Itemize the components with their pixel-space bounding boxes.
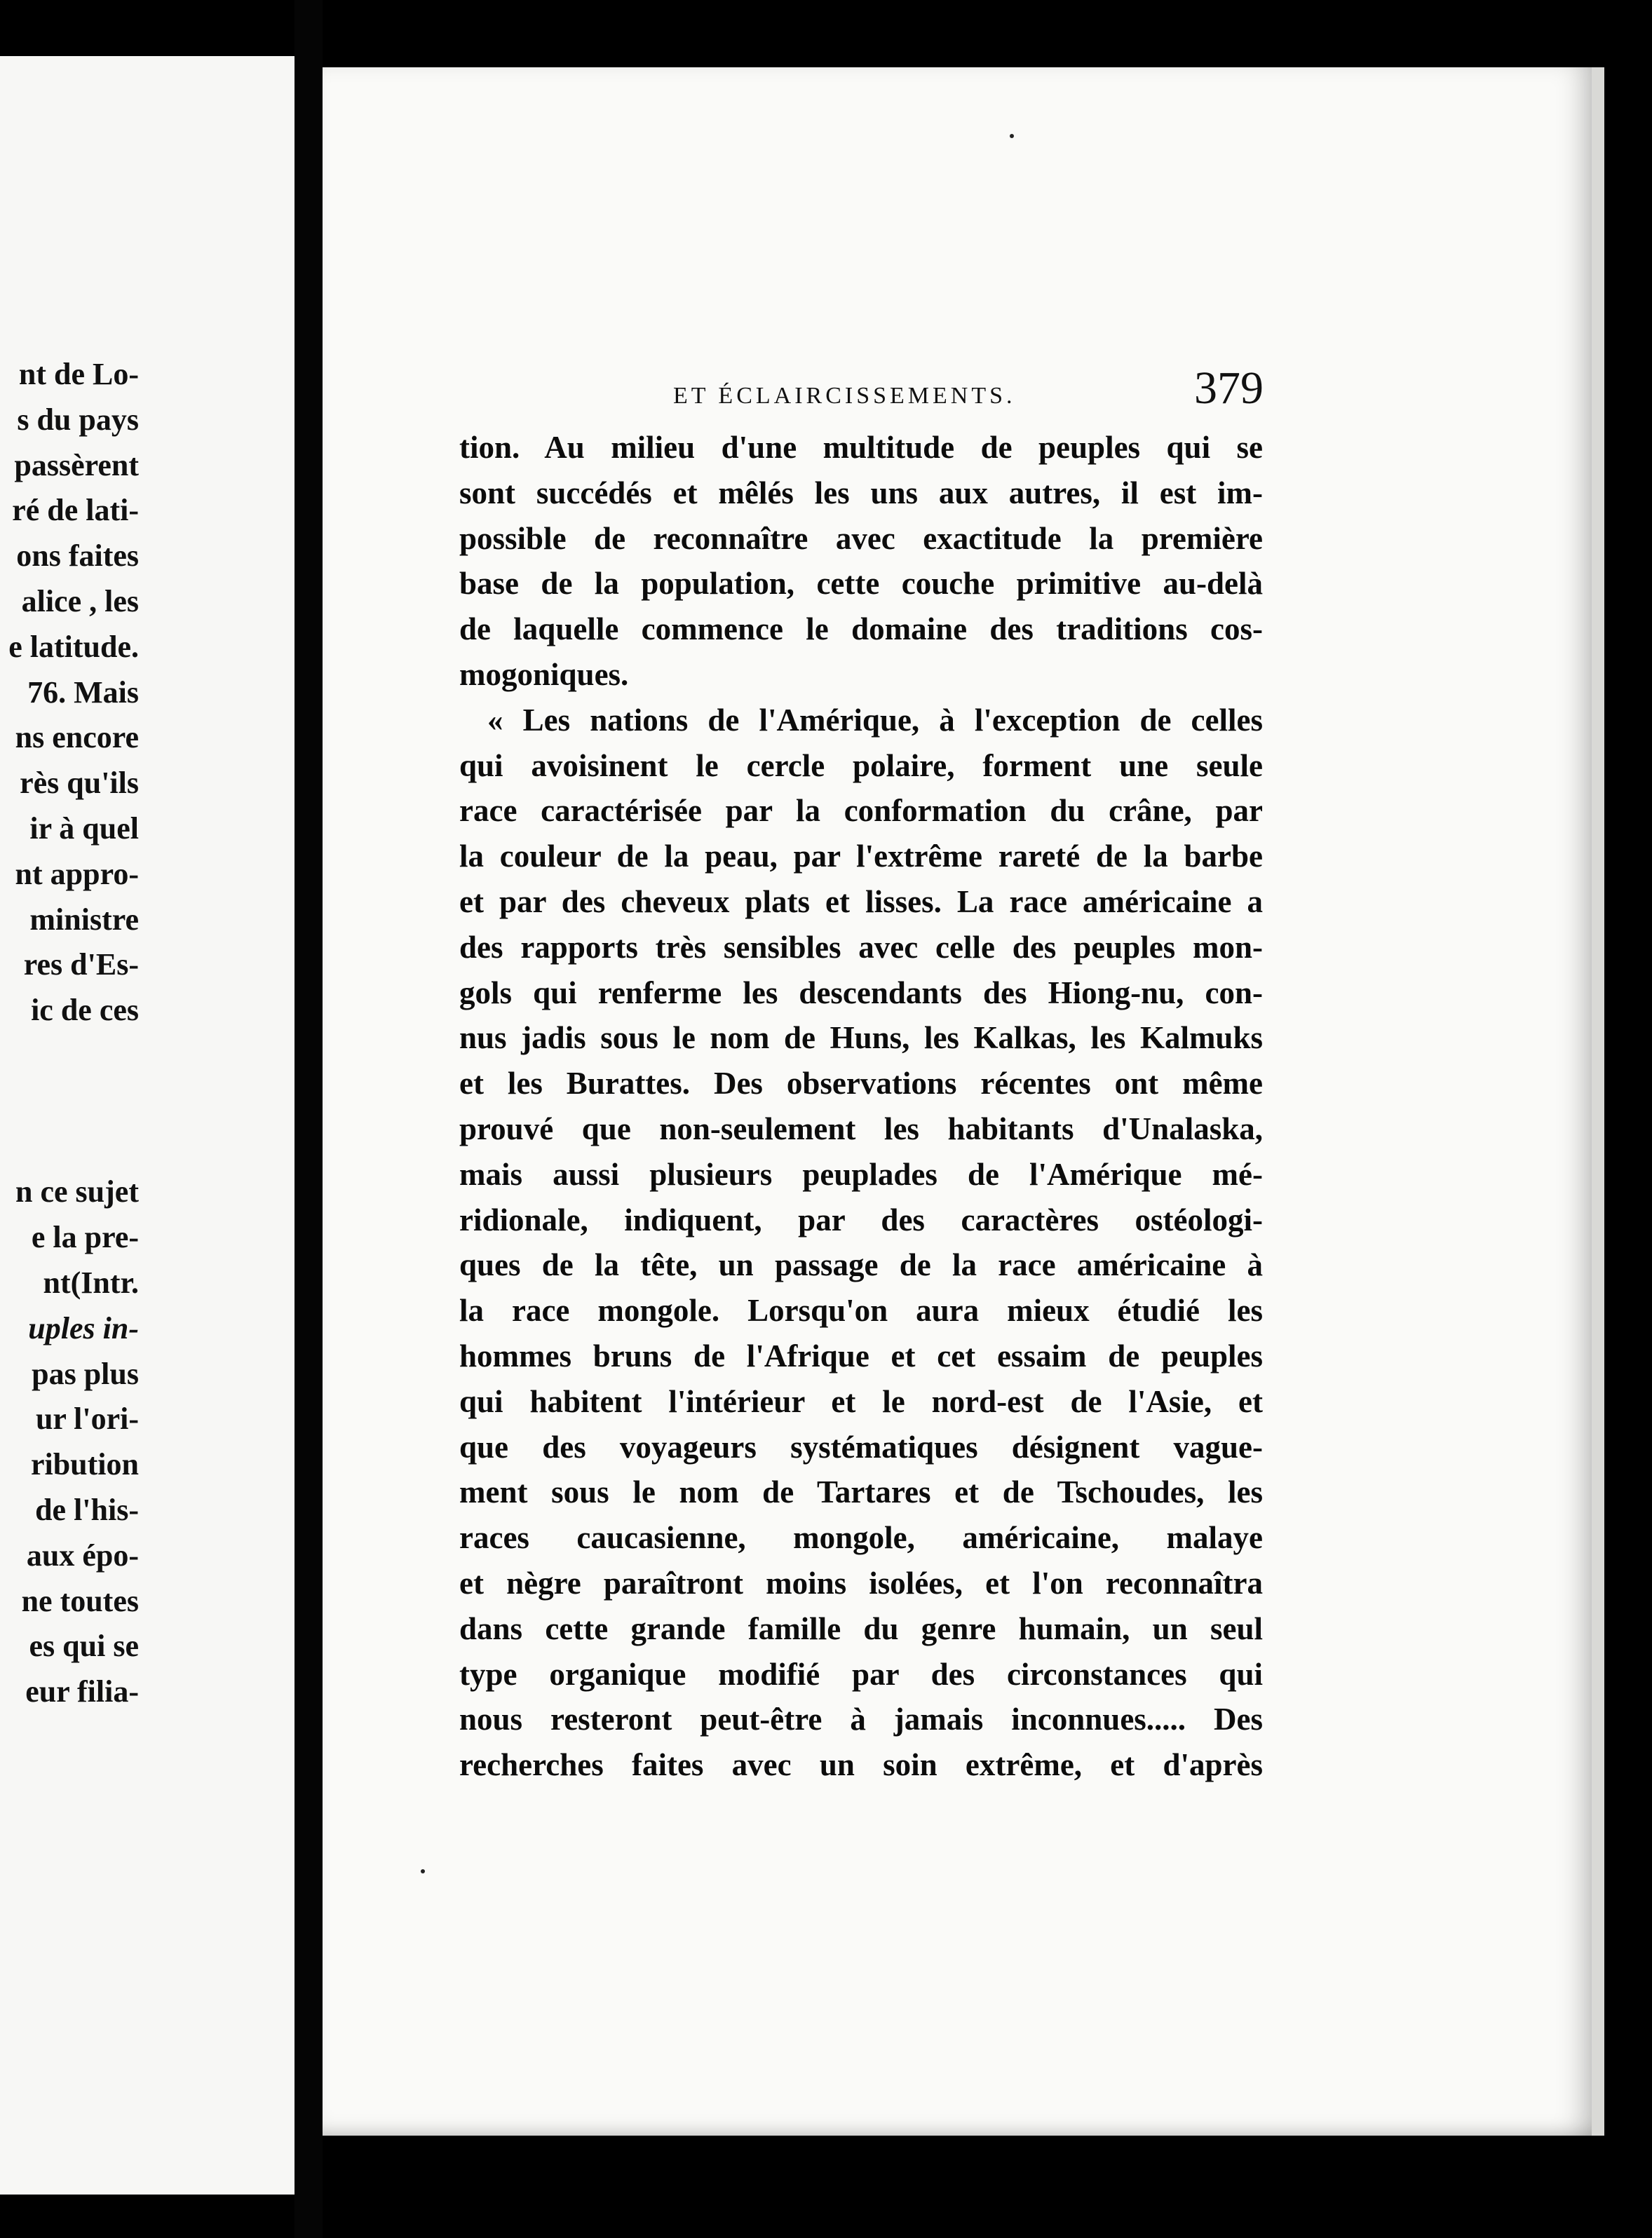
- ink-speck: [1010, 134, 1014, 138]
- text-line: race caractérisée par la conformation du crâne, par: [459, 793, 1263, 829]
- text-line: et les Burattes. Des observations récentes ont même: [459, 1066, 1263, 1101]
- left-blank-line: [0, 1125, 139, 1170]
- left-line: n ce sujet: [15, 1174, 139, 1209]
- left-line: ribution: [30, 1447, 139, 1482]
- left-line: passèrent: [14, 447, 139, 482]
- left-line: nt(Intr.: [43, 1265, 139, 1300]
- text-line: tion. Au milieu d'une multitude de peuples qui se: [459, 430, 1263, 465]
- text-line: ques de la tête, un passage de la race américaine à: [459, 1247, 1263, 1283]
- left-line: pas plus: [32, 1356, 139, 1391]
- left-line: ré de lati-: [12, 493, 139, 528]
- text-line: la race mongole. Lorsqu'on aura mieux étudié les: [459, 1293, 1263, 1329]
- text-line: nus jadis sous le nom de Huns, les Kalkas, les Kalmuks: [459, 1020, 1263, 1056]
- text-line: ment sous le nom de Tartares et de Tschoudes, les: [459, 1474, 1263, 1510]
- right-page: [323, 67, 1604, 2136]
- left-page-text: [0, 352, 139, 1715]
- text-line: hommes bruns de l'Afrique et cet essaim de peuples: [459, 1338, 1263, 1374]
- text-line: sont succédés et mêlés les uns aux autres, il est im-: [459, 475, 1263, 510]
- left-line: alice , les: [21, 583, 139, 618]
- ink-speck: [421, 1869, 425, 1873]
- left-line: uples in-: [28, 1310, 139, 1345]
- left-line: ic de ces: [31, 993, 139, 1028]
- left-line: aux épo-: [26, 1538, 139, 1573]
- text-line: races caucasienne, mongole, américaine, malaye: [459, 1520, 1263, 1556]
- text-line: mogoniques.: [459, 656, 629, 692]
- left-line: eur filia-: [25, 1674, 139, 1709]
- text-line: de laquelle commence le domaine des traditions cos-: [459, 611, 1263, 647]
- left-line: rès qu'ils: [20, 766, 139, 801]
- text-line: dans cette grande famille du genre humain, un seul: [459, 1610, 1263, 1646]
- left-line: ir à quel: [29, 811, 139, 846]
- left-blank-line: [0, 1079, 139, 1125]
- text-line: recherches faites avec un soin extrême, et d'après: [459, 1747, 1263, 1783]
- running-head: ET ÉCLAIRCISSEMENTS.: [673, 383, 1016, 409]
- text-line: ridionale, indiquent, par des caractères ostéologi-: [459, 1202, 1263, 1237]
- book-gutter: [294, 0, 323, 2238]
- left-line: ons faites: [16, 538, 139, 574]
- left-line: ns encore: [15, 720, 139, 755]
- left-blank-line: [0, 1033, 139, 1079]
- left-line: 76. Mais: [27, 674, 139, 710]
- text-line: qui habitent l'intérieur et le nord-est de l'Asie, et: [459, 1383, 1263, 1419]
- left-line: nt de Lo-: [18, 357, 139, 391]
- left-line: e la pre-: [31, 1220, 139, 1255]
- left-line: ministre: [29, 902, 139, 937]
- text-line: prouvé que non-seulement les habitants d'Unalaska,: [459, 1111, 1263, 1146]
- text-line: nous resteront peut-être à jamais inconnues..... Des: [459, 1702, 1263, 1737]
- text-line: qui avoisinent le cercle polaire, forment une seule: [459, 747, 1263, 783]
- page-number: 379: [1194, 362, 1264, 414]
- left-line: de l'his-: [35, 1492, 139, 1527]
- text-line: la couleur de la peau, par l'extrême rareté de la barbe: [459, 839, 1263, 874]
- text-line: et nègre paraîtront moins isolées, et l'on reconnaîtra: [459, 1565, 1263, 1601]
- left-line: e latitude.: [8, 629, 139, 664]
- left-line: nt appro-: [15, 856, 139, 891]
- page-header: [323, 313, 1592, 414]
- left-line: s du pays: [17, 402, 139, 437]
- left-line: es qui se: [29, 1629, 139, 1664]
- text-line: que des voyageurs systématiques désignent vague-: [459, 1429, 1263, 1465]
- text-line: et par des cheveux plats et lisses. La race américaine a: [459, 883, 1263, 919]
- left-line: ur l'ori-: [35, 1402, 139, 1437]
- body-text: [459, 425, 1263, 1788]
- text-line: mais aussi plusieurs peuplades de l'Amérique mé-: [459, 1156, 1263, 1192]
- text-line: possible de reconnaître avec exactitude la première: [459, 520, 1263, 556]
- left-page: [0, 56, 294, 2195]
- text-line: type organique modifié par des circonstances qui: [459, 1656, 1263, 1692]
- text-line: des rapports très sensibles avec celle des peuples mon-: [459, 929, 1263, 965]
- left-line: res d'Es-: [23, 947, 139, 982]
- text-line: « Les nations de l'Amérique, à l'exception de celles: [487, 702, 1263, 738]
- left-line: ne toutes: [21, 1583, 139, 1618]
- text-line: gols qui renferme les descendants des Hiong-nu, con-: [459, 975, 1263, 1010]
- text-line: base de la population, cette couche primitive au-delà: [459, 566, 1263, 602]
